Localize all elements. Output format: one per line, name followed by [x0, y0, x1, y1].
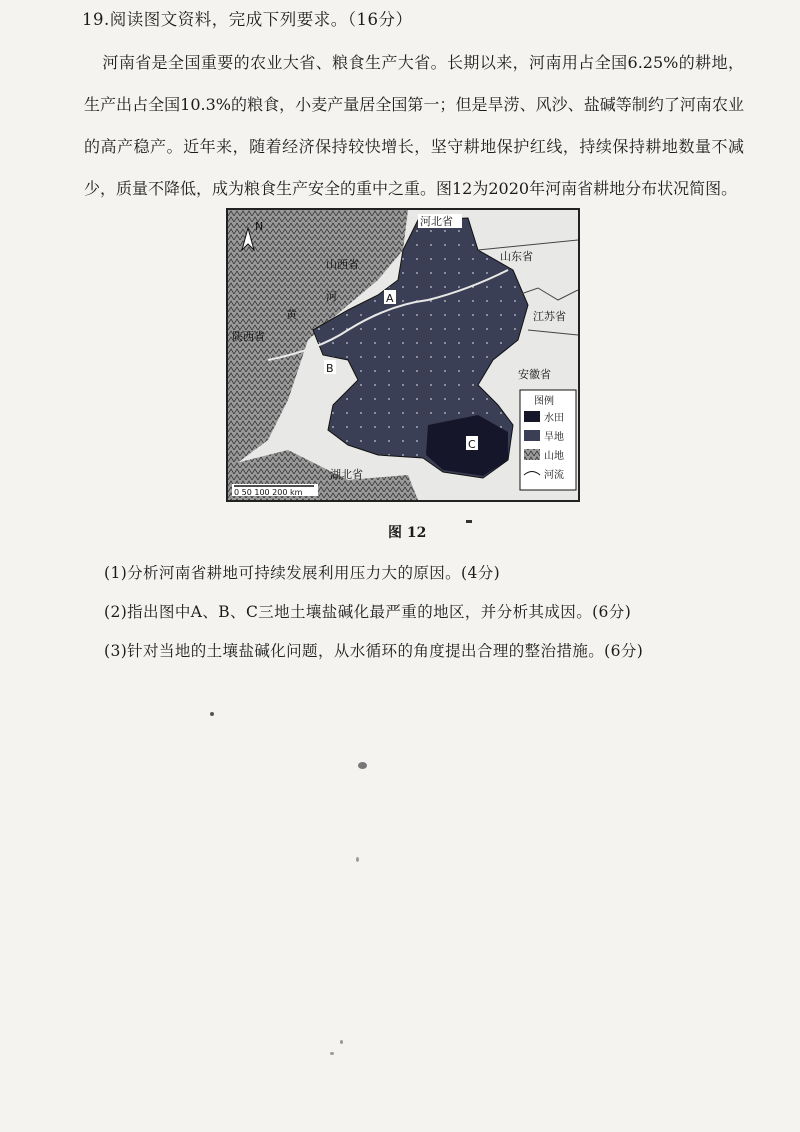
scan-speck [330, 1052, 334, 1055]
label-anhui: 安徽省 [518, 368, 551, 381]
label-jiangsu: 江苏省 [533, 310, 566, 323]
scan-speck [210, 712, 214, 716]
scan-speck [358, 762, 367, 769]
legend-swatch-mountain [524, 449, 540, 460]
scan-speck [356, 857, 359, 862]
label-river-he: 河 [326, 290, 337, 303]
scale-bar [232, 484, 318, 497]
question-paragraph [84, 42, 744, 210]
henan-farmland-map [226, 208, 580, 502]
label-shandong: 山东省 [500, 250, 533, 263]
map-svg [228, 210, 578, 500]
label-shanxi: 山西省 [326, 258, 359, 271]
paragraph-text: 河南省是全国重要的农业大省、粮食生产大省。长期以来，河南用占全国6.25%的耕地，生产出占全国10.3%的粮食，小麦产量居全国第一；但是旱涝、风沙、盐碱等制约了河南农业的高产稳产。近年来，随着经济保持较快增长，坚守耕地保护红线，持续保持耕地数量不减少，质量不降低，成为粮食生产安全的重中之重。图12为2020年河南省耕地分布状况简图。 [84, 53, 744, 198]
subquestion-1: (1)分析河南省耕地可持续发展利用压力大的原因。(4分) [104, 564, 501, 582]
site-b: B [326, 362, 334, 375]
legend-river: 河流 [544, 470, 564, 481]
stray-mark [466, 520, 472, 523]
label-hebei: 河北省 [420, 215, 453, 228]
label-shaanxi: 陕西省 [232, 330, 265, 343]
scan-speck [340, 1040, 343, 1044]
legend-paddy: 水田 [544, 413, 564, 424]
legend-swatch-paddy [524, 411, 540, 422]
site-a: A [386, 292, 394, 305]
site-c: C [468, 438, 476, 451]
scale-label: 0 50 100 200 km [234, 488, 303, 497]
north-label: N [255, 220, 264, 233]
legend-swatch-dryland [524, 430, 540, 441]
question-title: 19.阅读图文资料，完成下列要求。（16分） [82, 10, 413, 29]
legend-title: 图例 [534, 396, 554, 407]
subquestion-3: (3)针对当地的土壤盐碱化问题，从水循环的角度提出合理的整治措施。(6分) [104, 642, 644, 660]
map-legend [520, 390, 576, 490]
label-hubei: 湖北省 [330, 468, 363, 481]
legend-dryland: 旱地 [544, 432, 564, 443]
subquestion-2: (2)指出图中A、B、C三地土壤盐碱化最严重的地区，并分析其成因。(6分) [104, 603, 632, 621]
figure-caption: 图 12 [388, 525, 427, 541]
legend-mountain: 山地 [544, 451, 564, 462]
label-river-huang: 黄 [286, 308, 297, 321]
